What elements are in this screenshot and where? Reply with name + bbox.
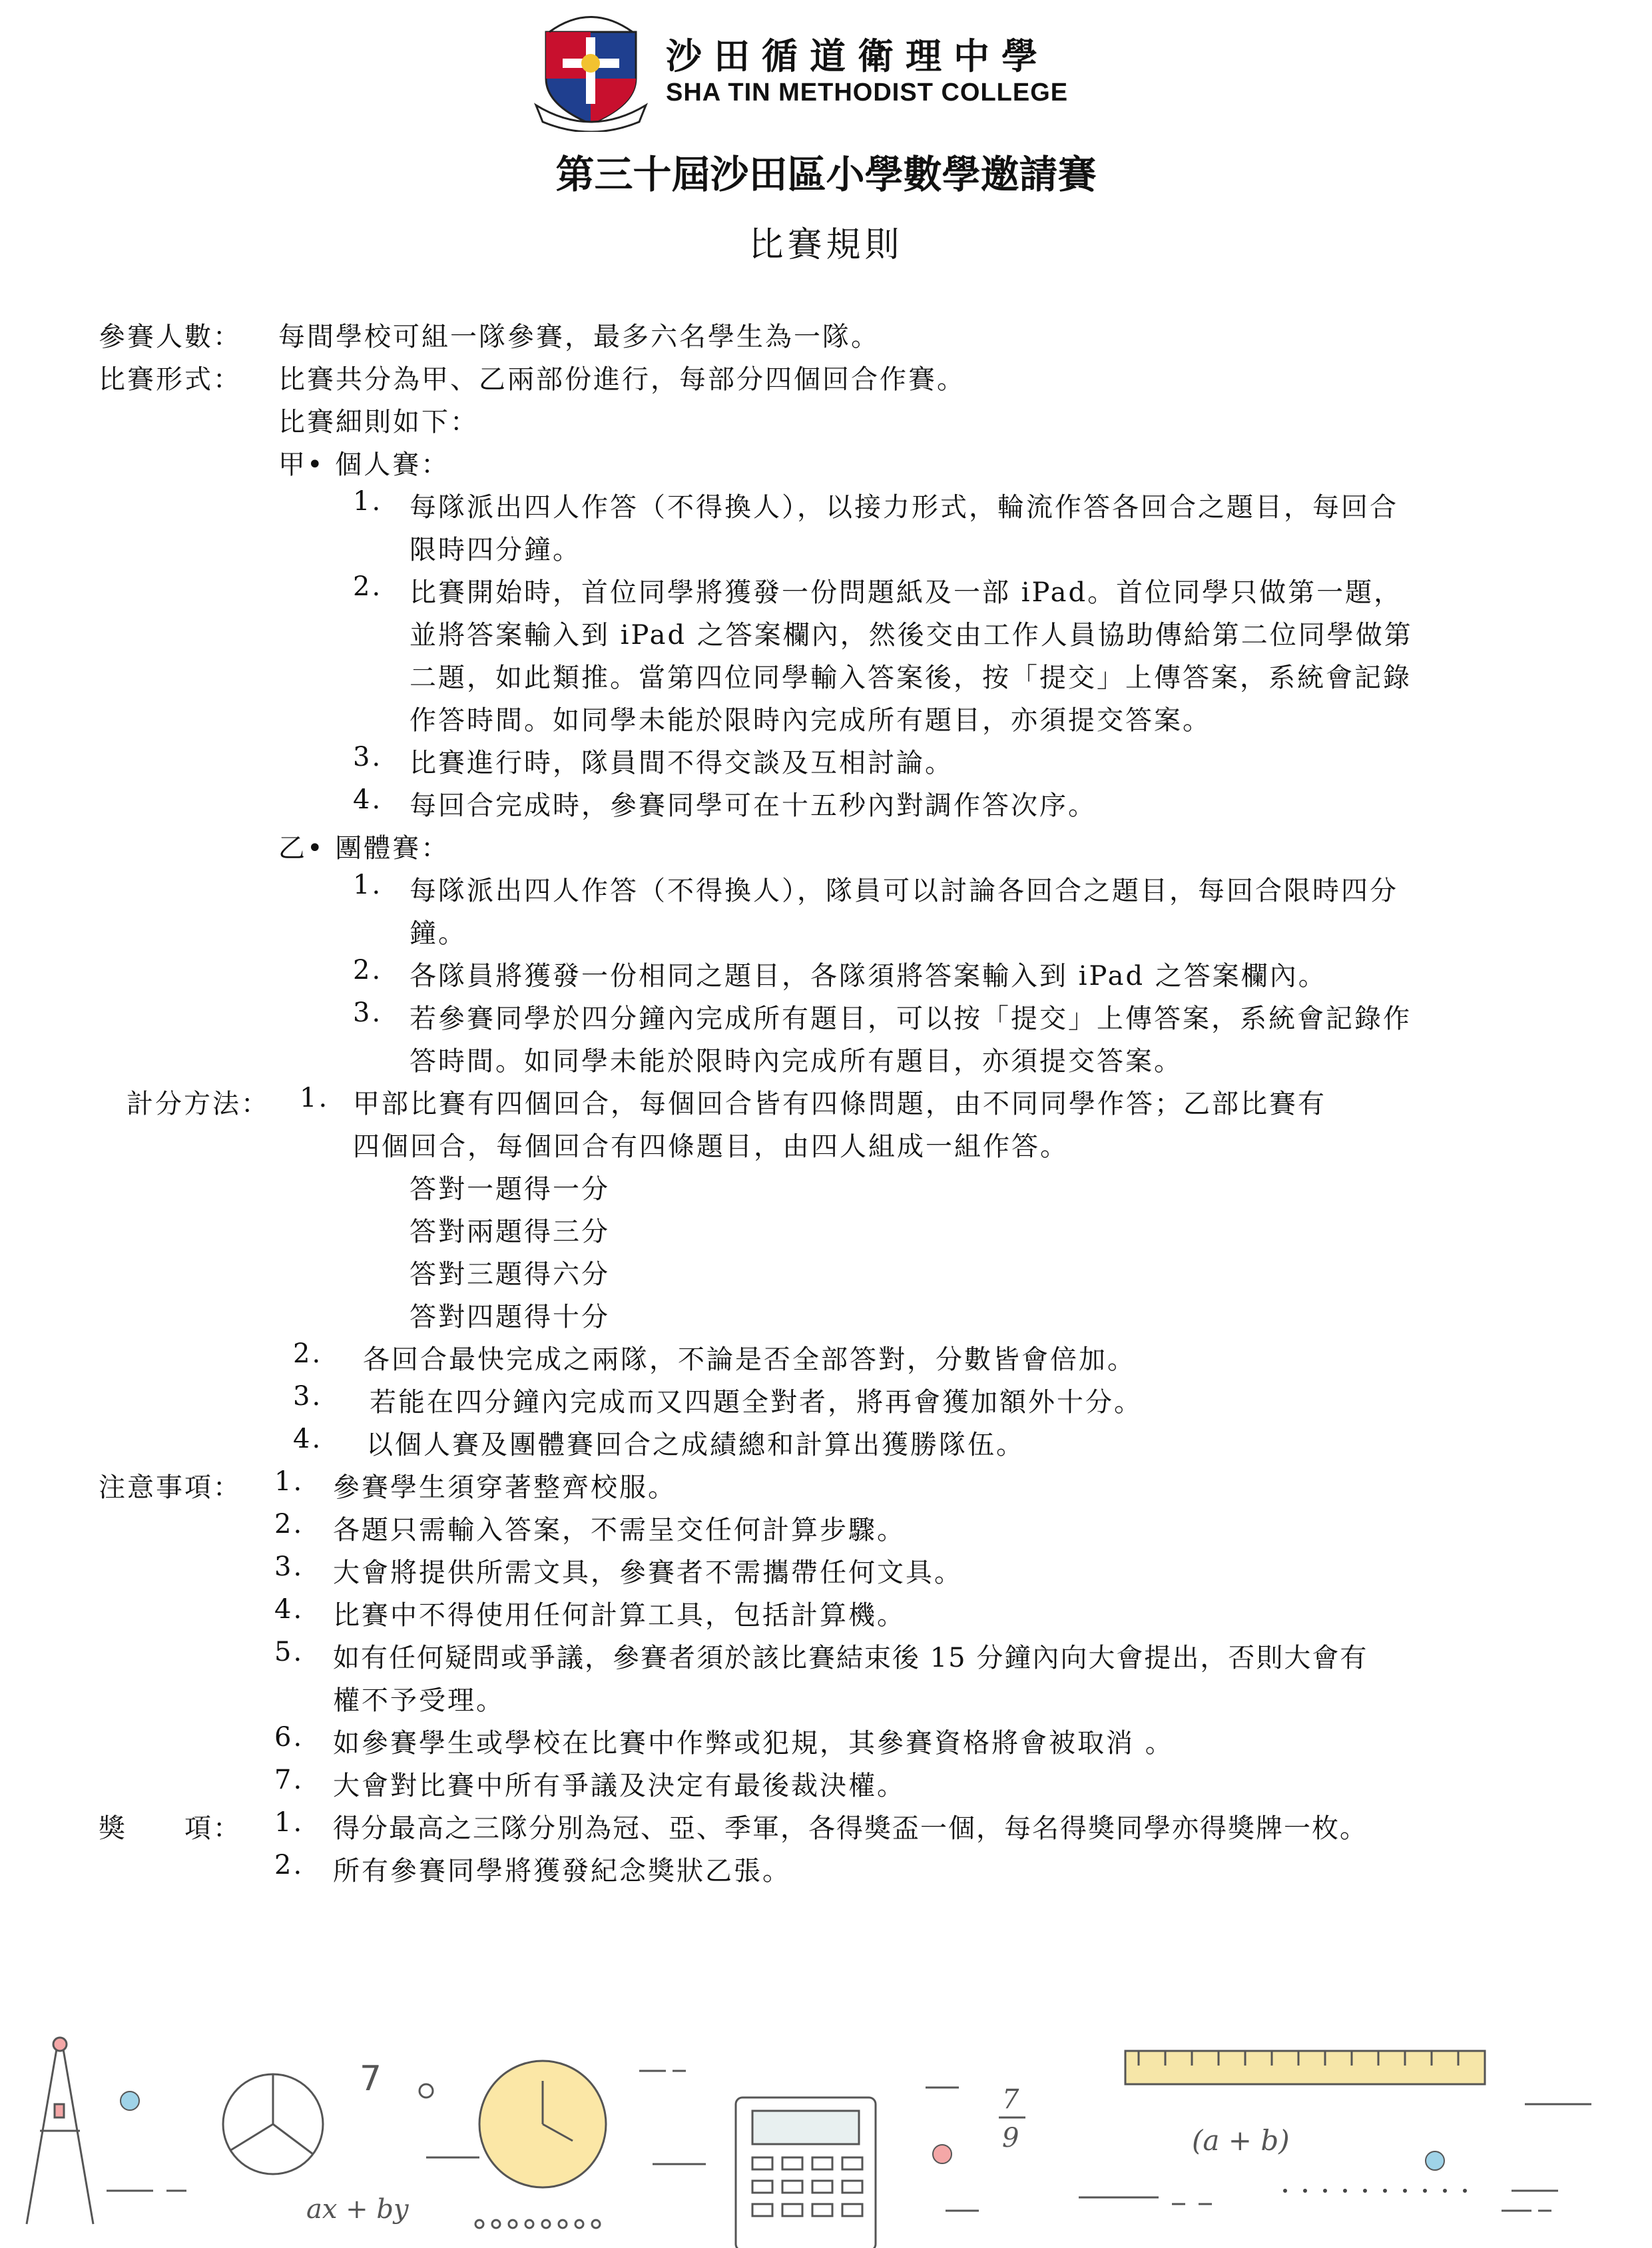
clock-icon [479, 2061, 606, 2187]
part-b-item-line: 每隊派出四人作答（不得換人），隊員可以討論各回合之題目，每回合限時四分 [410, 876, 1398, 906]
notes-item-num: 3. [274, 1551, 304, 1582]
page-subtitle: 比賽規則 [748, 225, 904, 265]
number-seven: 7 [360, 2059, 382, 2099]
part-a-title: 甲• 個人賽： [278, 449, 450, 480]
scoring-item-line: 四個回合，每個回合有四條題目，由四人組成一組作答。 [353, 1131, 1069, 1162]
notes-item-num: 2. [274, 1509, 304, 1540]
part-a-item-num: 3. [353, 742, 383, 772]
part-b-title: 乙• 團體賽： [278, 833, 450, 864]
notes-item-line: 大會對比賽中所有爭議及決定有最後裁決權。 [333, 1771, 906, 1801]
part-a-item-line: 限時四分鐘。 [410, 535, 581, 565]
school-name-en: SHA TIN METHODIST COLLEGE [666, 79, 1069, 107]
notes-label: 注意事項： [99, 1472, 242, 1503]
notes-item-line: 如參賽學生或學校在比賽中作弊或犯規，其參賽資格將會被取消 。 [333, 1728, 1174, 1759]
school-crest [533, 5, 649, 132]
awards-item-text: 所有參賽同學將獲發紀念獎狀乙張。 [333, 1856, 791, 1886]
part-a-item-line: 作答時間。如同學未能於限時內完成所有題目，亦須提交答案。 [410, 705, 1211, 736]
part-a-item-line: 二題，如此類推。當第四位同學輸入答案後，按「提交」上傳答案，系統會記錄 [410, 663, 1412, 693]
notes-item-line: 各題只需輸入答案，不需呈交任何計算步驟。 [333, 1515, 906, 1546]
part-b-item-num: 3. [353, 997, 383, 1028]
math-doodles [0, 2024, 1652, 2248]
scoring-item-num: 3. [293, 1381, 323, 1412]
scoring-point: 答對四題得十分 [410, 1302, 610, 1332]
school-name-zh: 沙田循道衛理中學 [666, 35, 1049, 77]
awards-item-num: 2. [274, 1850, 304, 1880]
notes-item-num: 4. [274, 1594, 304, 1625]
compass-icon [27, 2038, 93, 2224]
page-title: 第三十屆沙田區小學數學邀請賽 [555, 152, 1097, 197]
part-b-item-line: 答時間。如同學未能於限時內完成所有題目，亦須提交答案。 [410, 1046, 1183, 1077]
part-a-item-num: 4. [353, 784, 383, 815]
part-b-item-line: 若參賽同學於四分鐘內完成所有題目，可以按「提交」上傳答案，系統會記錄作 [410, 1003, 1412, 1034]
part-a-item-line: 比賽進行時，隊員間不得交談及互相討論。 [410, 748, 954, 778]
part-b-item-num: 2. [353, 955, 383, 985]
part-a-item-num: 1. [353, 486, 383, 517]
scoring-item-line: 甲部比賽有四個回合，每個回合皆有四條問題，由不同同學作答；乙部比賽有 [353, 1089, 1326, 1119]
fraction-numerator: 7 [1002, 2084, 1019, 2115]
scoring-item-num: 1. [300, 1083, 330, 1113]
awards-item-text: 得分最高之三隊分別為冠、亞、季軍，各得獎盃一個，每名得獎同學亦得獎牌一枚。 [333, 1813, 1368, 1844]
notes-item-line: 如有任何疑問或爭議，參賽者須於該比賽結束後 15 分鐘內向大會提出，否則大會有 [333, 1643, 1368, 1673]
part-a-item-line: 每隊派出四人作答（不得換人），以接力形式，輪流作答各回合之題目，每回合 [410, 492, 1398, 523]
participants-label: 參賽人數： [99, 322, 242, 352]
format-text: 比賽共分為甲、乙兩部份進行，每部分四個回合作賽。 [278, 364, 965, 395]
part-a-item-line: 比賽開始時，首位同學將獲發一份問題紙及一部 iPad。首位同學只做第一題， [410, 577, 1403, 608]
part-b-item-num: 1. [353, 870, 383, 900]
notes-item-num: 1. [274, 1466, 304, 1497]
notes-item-num: 5. [274, 1637, 304, 1667]
ruler-icon [1125, 2051, 1485, 2084]
format-details-intro: 比賽細則如下： [278, 407, 479, 437]
scoring-point: 答對兩題得三分 [410, 1217, 610, 1247]
pie-chart-icon [223, 2074, 323, 2174]
fraction-denominator: 9 [1002, 2123, 1019, 2153]
calculator-icon [736, 2098, 876, 2248]
scoring-point: 答對一題得一分 [410, 1174, 610, 1205]
part-b-item-line: 各隊員將獲發一份相同之題目，各隊須將答案輸入到 iPad 之答案欄內。 [410, 961, 1327, 991]
notes-item-line: 權不予受理。 [333, 1685, 505, 1716]
scoring-item-text: 各回合最快完成之兩隊，不論是否全部答對，分數皆會倍加。 [363, 1344, 1136, 1375]
scoring-item-num: 2. [293, 1338, 323, 1369]
part-a-item-num: 2. [353, 571, 383, 602]
participants-text: 每間學校可組一隊參賽，最多六名學生為一隊。 [278, 322, 880, 352]
part-a-item-line: 並將答案輸入到 iPad 之答案欄內，然後交由工作人員協助傳給第二位同學做第 [410, 620, 1413, 651]
expression-a-plus-b: (a + b) [1192, 2124, 1290, 2157]
notes-item-line: 參賽學生須穿著整齊校服。 [333, 1472, 677, 1503]
notes-item-num: 7. [274, 1765, 304, 1795]
format-label: 比賽形式： [99, 364, 242, 395]
awards-item-num: 1. [274, 1807, 304, 1838]
notes-item-line: 大會將提供所需文具，參賽者不需攜帶任何文具。 [333, 1557, 963, 1588]
notes-item-line: 比賽中不得使用任何計算工具，包括計算機。 [333, 1600, 906, 1631]
part-b-item-line: 鐘。 [410, 918, 467, 949]
part-a-item-line: 每回合完成時，參賽同學可在十五秒內對調作答次序。 [410, 790, 1097, 821]
expression-ax-by: ax + by [306, 2194, 409, 2225]
math-decoration-footer [0, 2024, 1652, 2248]
notes-item-num: 6. [274, 1722, 304, 1753]
scoring-item-num: 4. [293, 1424, 323, 1454]
awards-label: 獎 項： [99, 1813, 242, 1844]
scoring-point: 答對三題得六分 [410, 1259, 610, 1290]
scoring-item-text: 若能在四分鐘內完成而又四題全對者，將再會獲加額外十分。 [370, 1387, 1143, 1418]
scoring-label: 計分方法： [127, 1089, 270, 1119]
scoring-item-text: 以個人賽及團體賽回合之成績總和計算出獲勝隊伍。 [366, 1430, 1025, 1460]
